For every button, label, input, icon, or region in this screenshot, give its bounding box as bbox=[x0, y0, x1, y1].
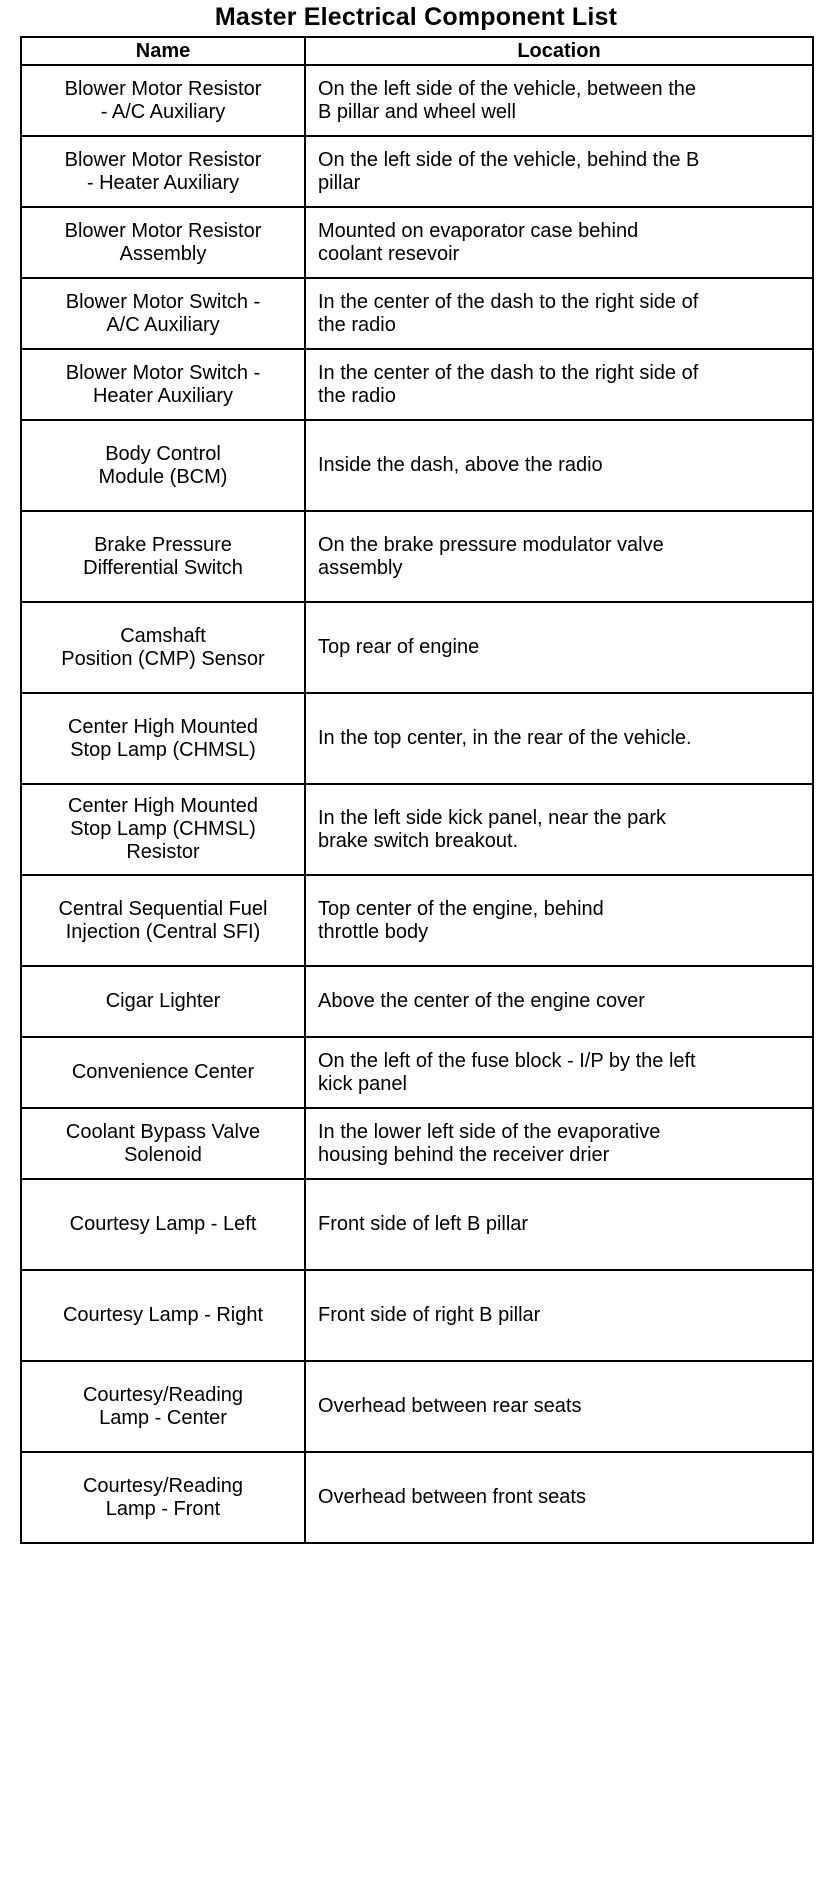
table-row bbox=[21, 1270, 813, 1361]
component-name bbox=[21, 511, 305, 602]
component-location-text: Inside the dash, above the radio bbox=[318, 454, 603, 476]
component-name bbox=[21, 65, 305, 136]
table-row bbox=[21, 420, 813, 511]
component-name bbox=[21, 1270, 305, 1361]
component-location bbox=[305, 65, 813, 136]
table-row bbox=[21, 1452, 813, 1543]
component-location bbox=[305, 349, 813, 420]
table-row bbox=[21, 511, 813, 602]
component-name-text: Convenience Center bbox=[71, 1061, 255, 1083]
component-location-text: In the center of the dash to the right side of the radio bbox=[318, 290, 699, 336]
component-location-text: Front side of left B pillar bbox=[318, 1213, 529, 1235]
table-row bbox=[21, 1179, 813, 1270]
table-row bbox=[21, 207, 813, 278]
table-row bbox=[21, 693, 813, 784]
component-location-text: In the top center, in the rear of the vehicle. bbox=[318, 727, 692, 749]
component-name bbox=[21, 1037, 305, 1108]
component-location bbox=[305, 966, 813, 1037]
component-location-text: Overhead between rear seats bbox=[318, 1395, 582, 1417]
component-name bbox=[21, 784, 305, 875]
component-location bbox=[305, 1037, 813, 1108]
component-location-text: On the left of the fuse block - I/P by the left kick panel bbox=[318, 1049, 696, 1095]
component-location bbox=[305, 1361, 813, 1452]
table-row bbox=[21, 1037, 813, 1108]
name-column-header: Name bbox=[21, 37, 305, 65]
component-location-text: Top center of the engine, behind throttle body bbox=[318, 897, 604, 943]
header-row bbox=[21, 37, 813, 65]
component-name-text: Courtesy Lamp - Left bbox=[69, 1213, 257, 1235]
location-column-header: Location bbox=[305, 37, 813, 65]
component-location-text: In the lower left side of the evaporative housing behind the receiver drier bbox=[318, 1120, 661, 1166]
component-name bbox=[21, 693, 305, 784]
component-name bbox=[21, 1361, 305, 1452]
component-location bbox=[305, 693, 813, 784]
table-row bbox=[21, 349, 813, 420]
component-name bbox=[21, 278, 305, 349]
component-location bbox=[305, 1452, 813, 1543]
component-name-text: Coolant Bypass Valve Solenoid bbox=[65, 1120, 261, 1166]
component-name bbox=[21, 875, 305, 966]
component-name-text: Cigar Lighter bbox=[105, 990, 221, 1012]
table-row bbox=[21, 784, 813, 875]
component-name bbox=[21, 420, 305, 511]
component-name-text: Body Control Module (BCM) bbox=[98, 442, 228, 488]
component-location bbox=[305, 784, 813, 875]
component-location bbox=[305, 1108, 813, 1179]
component-name bbox=[21, 602, 305, 693]
table-row bbox=[21, 602, 813, 693]
component-location-text: In the left side kick panel, near the park brake switch breakout. bbox=[318, 806, 666, 852]
component-name bbox=[21, 1452, 305, 1543]
component-name-text: Brake Pressure Differential Switch bbox=[83, 533, 243, 579]
component-table bbox=[20, 36, 814, 1544]
component-name bbox=[21, 966, 305, 1037]
table-row bbox=[21, 278, 813, 349]
table-row bbox=[21, 875, 813, 966]
component-location-text: Overhead between front seats bbox=[318, 1486, 586, 1508]
component-name-text: Blower Motor Resistor Assembly bbox=[64, 219, 262, 265]
table-row bbox=[21, 65, 813, 136]
component-location bbox=[305, 602, 813, 693]
table-row bbox=[21, 136, 813, 207]
component-location-text: On the left side of the vehicle, behind the B pillar bbox=[318, 148, 700, 194]
table-row bbox=[21, 1108, 813, 1179]
component-name-text: Blower Motor Switch - Heater Auxiliary bbox=[65, 361, 261, 407]
component-location bbox=[305, 1179, 813, 1270]
component-location bbox=[305, 875, 813, 966]
component-name-text: Courtesy Lamp - Right bbox=[62, 1304, 264, 1326]
component-location-text: On the brake pressure modulator valve assembly bbox=[318, 533, 664, 579]
component-name-text: Central Sequential Fuel Injection (Central SFI) bbox=[58, 897, 268, 943]
component-location-text: Above the center of the engine cover bbox=[318, 990, 645, 1012]
component-location bbox=[305, 1270, 813, 1361]
component-location bbox=[305, 278, 813, 349]
component-location-text: Top rear of engine bbox=[318, 636, 480, 658]
table-row bbox=[21, 1361, 813, 1452]
component-name-text: Courtesy/Reading Lamp - Front bbox=[82, 1474, 244, 1520]
document-title: Master Electrical Component List bbox=[214, 3, 618, 31]
component-location-text: On the left side of the vehicle, between the B pillar and wheel well bbox=[318, 77, 697, 123]
component-name-text: Camshaft Position (CMP) Sensor bbox=[61, 624, 265, 670]
component-location bbox=[305, 420, 813, 511]
table-row bbox=[21, 966, 813, 1037]
component-name-text: Blower Motor Switch - A/C Auxiliary bbox=[65, 290, 261, 336]
component-location-text: Front side of right B pillar bbox=[318, 1304, 541, 1326]
component-location bbox=[305, 136, 813, 207]
component-location-text: Mounted on evaporator case behind coolant resevoir bbox=[318, 219, 639, 265]
component-name bbox=[21, 207, 305, 278]
component-name-text: Center High Mounted Stop Lamp (CHMSL) Resistor bbox=[67, 795, 259, 863]
component-name-text: Blower Motor Resistor - A/C Auxiliary bbox=[64, 77, 262, 123]
component-name bbox=[21, 349, 305, 420]
component-name bbox=[21, 136, 305, 207]
component-location bbox=[305, 207, 813, 278]
component-name-text: Blower Motor Resistor - Heater Auxiliary bbox=[64, 148, 262, 194]
component-location bbox=[305, 511, 813, 602]
component-location-text: In the center of the dash to the right side of the radio bbox=[318, 361, 699, 407]
component-name-text: Center High Mounted Stop Lamp (CHMSL) bbox=[67, 715, 259, 761]
component-name bbox=[21, 1179, 305, 1270]
component-name bbox=[21, 1108, 305, 1179]
component-name-text: Courtesy/Reading Lamp - Center bbox=[82, 1383, 244, 1429]
